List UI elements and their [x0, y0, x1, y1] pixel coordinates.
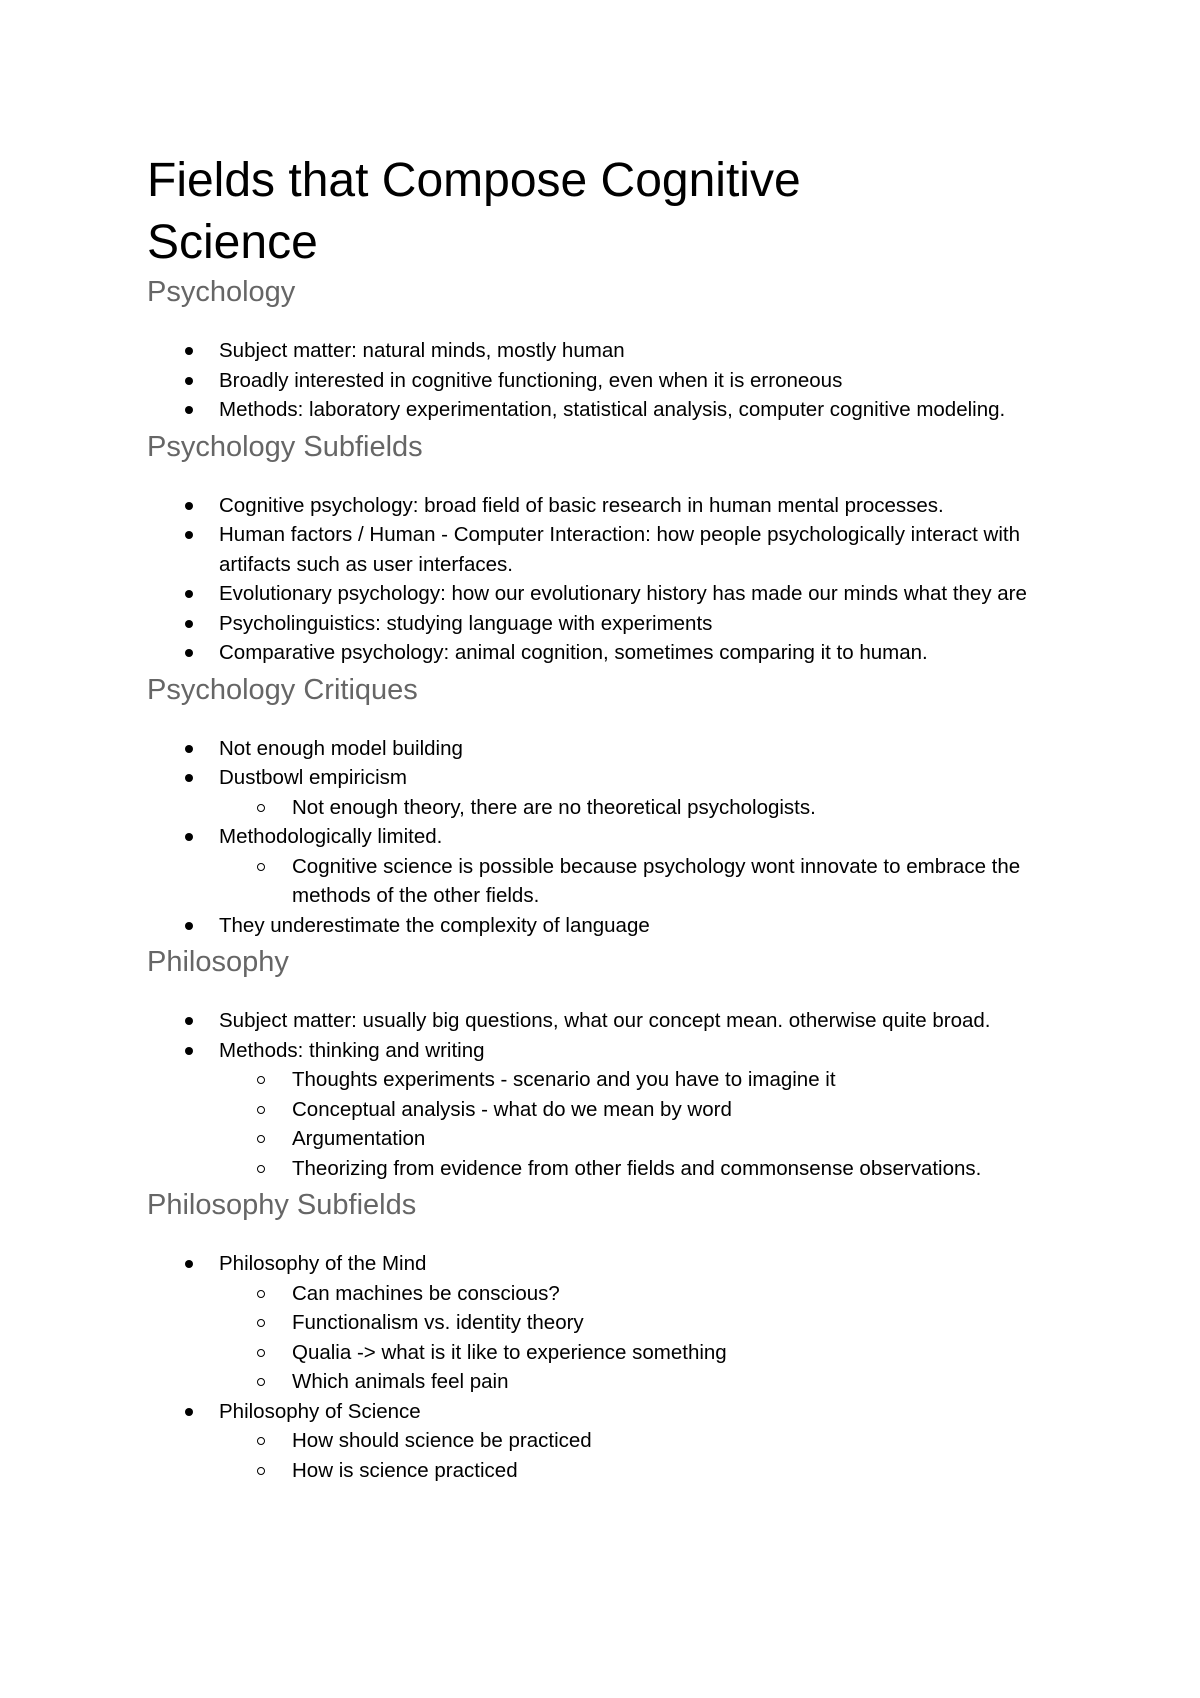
section-psychology-subfields — [147, 429, 1077, 668]
filled-bullet-icon — [185, 774, 193, 782]
sub-list-item: Thoughts experiments - scenario and you have to imagine it — [147, 1065, 1077, 1095]
sub-bullet-list — [219, 1279, 1077, 1397]
filled-bullet-icon — [185, 406, 193, 414]
bullet-list — [147, 336, 1077, 425]
filled-bullet-icon — [185, 922, 193, 930]
list-item: Methods: thinking and writing Thoughts experiments - scenario and you have to imagine it Conceptual analysis - what do we mean by word Argumentation Theorizing from evidence from other fields and commonsense observations. — [147, 1036, 1077, 1184]
section-heading: Psychology Subfields — [147, 430, 423, 463]
sub-list-item: Conceptual analysis - what do we mean by word — [147, 1095, 1077, 1125]
sub-bullet-list — [219, 793, 1077, 823]
bullet-list — [147, 1249, 1077, 1485]
hollow-bullet-icon — [257, 1165, 265, 1173]
sub-list-item: How should science be practiced — [147, 1426, 1077, 1456]
bullet-list — [147, 1006, 1077, 1183]
sub-list-item: Functionalism vs. identity theory — [147, 1308, 1077, 1338]
list-item: Psycholinguistics: studying language with experiments — [147, 609, 1077, 639]
sub-list-item: Which animals feel pain — [147, 1367, 1077, 1397]
sub-list-item: Argumentation — [147, 1124, 1077, 1154]
sub-list-item: Cognitive science is possible because psychology wont innovate to embrace the methods of the other fields. — [147, 852, 1077, 911]
hollow-bullet-icon — [257, 1135, 265, 1143]
list-item: Methods: laboratory experimentation, statistical analysis, computer cognitive modeling. — [147, 395, 1077, 425]
filled-bullet-icon — [185, 1260, 193, 1268]
filled-bullet-icon — [185, 590, 193, 598]
filled-bullet-icon — [185, 377, 193, 385]
hollow-bullet-icon — [257, 1437, 265, 1445]
list-item: Subject matter: usually big questions, what our concept mean. otherwise quite broad. — [147, 1006, 1077, 1036]
section-heading: Philosophy — [147, 946, 289, 978]
filled-bullet-icon — [185, 502, 193, 510]
bullet-list — [147, 491, 1077, 668]
hollow-bullet-icon — [257, 863, 265, 871]
filled-bullet-icon — [185, 649, 193, 657]
filled-bullet-icon — [185, 620, 193, 628]
sub-list-item: Can machines be conscious? — [147, 1279, 1077, 1309]
list-item: They underestimate the complexity of language — [147, 911, 1077, 941]
sub-list-item: Not enough theory, there are no theoretical psychologists. — [147, 793, 1077, 823]
sub-bullet-list — [219, 1065, 1077, 1183]
hollow-bullet-icon — [257, 1378, 265, 1386]
section-philosophy — [147, 944, 1077, 1183]
sub-list-item: How is science practiced — [147, 1456, 1077, 1486]
sub-bullet-list — [219, 1426, 1077, 1485]
hollow-bullet-icon — [257, 1106, 265, 1114]
sub-list-item: Theorizing from evidence from other fields and commonsense observations. — [147, 1154, 1077, 1184]
section-heading: Psychology — [147, 276, 296, 308]
bullet-list — [147, 734, 1077, 941]
sub-list-item: Qualia -> what is it like to experience something — [147, 1338, 1077, 1368]
list-item: Not enough model building — [147, 734, 1077, 764]
filled-bullet-icon — [185, 745, 193, 753]
hollow-bullet-icon — [257, 1319, 265, 1327]
section-philosophy-subfields — [147, 1187, 1077, 1485]
hollow-bullet-icon — [257, 1349, 265, 1357]
list-item: Broadly interested in cognitive functioning, even when it is erroneous — [147, 366, 1077, 396]
list-item: Philosophy of the Mind Can machines be conscious? Functionalism vs. identity theory Qualia -> what is it like to experience something Which animals feel pain — [147, 1249, 1077, 1397]
filled-bullet-icon — [185, 347, 193, 355]
section-heading: Psychology Critiques — [147, 673, 418, 706]
filled-bullet-icon — [185, 1017, 193, 1025]
list-item: Dustbowl empiricism Not enough theory, there are no theoretical psychologists. — [147, 763, 1077, 822]
document-page — [147, 150, 1077, 1485]
list-item: Methodologically limited. Cognitive science is possible because psychology wont innovate to embrace the methods of the other fields. — [147, 822, 1077, 911]
filled-bullet-icon — [185, 1047, 193, 1055]
list-item: Subject matter: natural minds, mostly human — [147, 336, 1077, 366]
filled-bullet-icon — [185, 1408, 193, 1416]
hollow-bullet-icon — [257, 1076, 265, 1084]
list-item: Human factors / Human - Computer Interaction: how people psychologically interact with artifacts such as user interfaces. — [147, 520, 1077, 579]
filled-bullet-icon — [185, 531, 193, 539]
hollow-bullet-icon — [257, 804, 265, 812]
list-item: Evolutionary psychology: how our evolutionary history has made our minds what they are — [147, 579, 1077, 609]
list-item: Philosophy of Science How should science be practiced How is science practiced — [147, 1397, 1077, 1486]
sub-bullet-list — [219, 852, 1077, 911]
section-heading: Philosophy Subfields — [147, 1189, 417, 1221]
hollow-bullet-icon — [257, 1467, 265, 1475]
list-item: Comparative psychology: animal cognition, sometimes comparing it to human. — [147, 638, 1077, 668]
list-item: Cognitive psychology: broad field of basic research in human mental processes. — [147, 491, 1077, 521]
hollow-bullet-icon — [257, 1290, 265, 1298]
section-psychology-critiques — [147, 672, 1077, 941]
filled-bullet-icon — [185, 833, 193, 841]
page-title: Fields that Compose Cognitive Science — [147, 154, 801, 269]
section-psychology — [147, 274, 1077, 425]
